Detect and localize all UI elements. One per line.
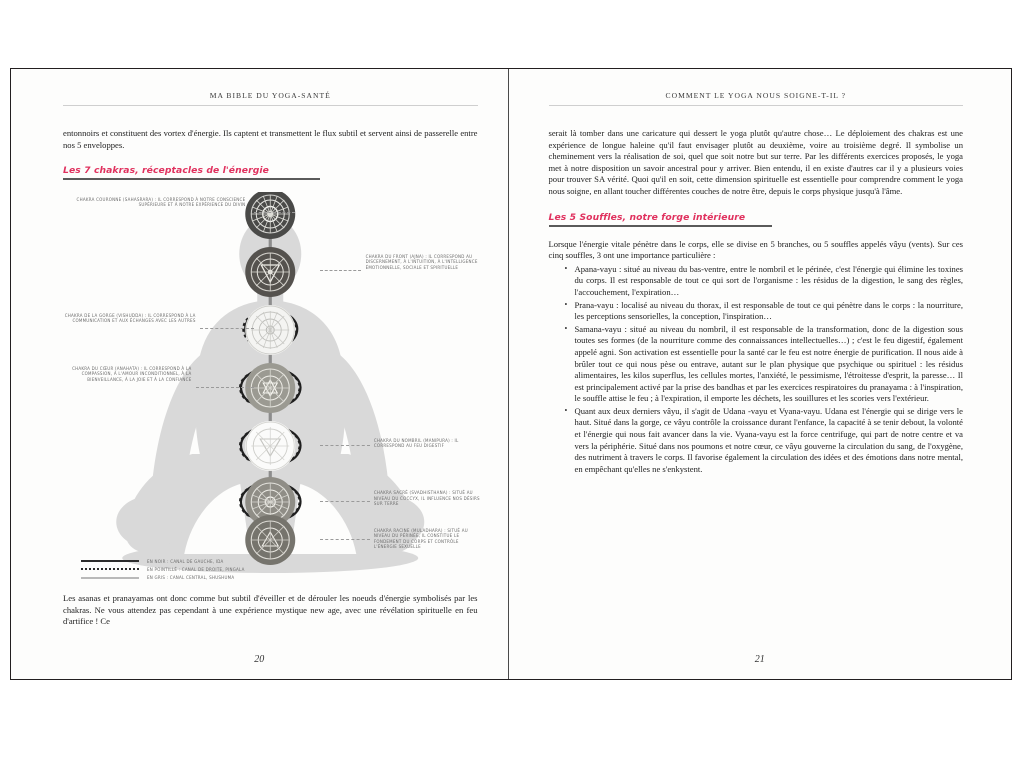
chakra-label-heart: CHAKRA DU CŒUR (ANAHATA) : IL CORRESPOND À LA COMPASSION, À L'AMOUR INCONDITIONNEL, À LA BIENVEILLANCE, À LA JOIE ET À LA CONFIANCE (72, 365, 192, 382)
legend-row-ida (81, 559, 245, 564)
chakra-label-navel: CHAKRA DU NOMBRIL (MANIPURA) : IL CORRESPOND AU FEU DIGESTIF (373, 437, 459, 449)
chakra-label-sacral: CHAKRA SACRÉ (SVADHISTHANA) : SITUÉ AU NIVEAU DU COCCYX, IL INFLUENCE NOS DÉSIRS SUR TERRE (373, 490, 480, 507)
leader-sacral (320, 501, 370, 503)
legend-row-pingala (81, 567, 245, 572)
left-folio: 20 (254, 654, 265, 665)
legend-swatch-grey (81, 577, 139, 579)
legend-label-ida: EN NOIR : CANAL DE GAUCHE, IDA (147, 558, 224, 564)
leader-heart (196, 387, 254, 389)
leader-throat (200, 328, 254, 330)
left-intro-paragraph: entonnoirs et constituent des vortex d'énergie. Ils captent et transmettent le flux subtil et servent ainsi de passerelle entre nos 5 enveloppes. (63, 128, 478, 150)
left-heading-rule (63, 178, 320, 180)
left-section-heading: Les 7 chakras, réceptacles de l'énergie (63, 165, 269, 177)
right-page (509, 69, 1012, 679)
left-page (11, 69, 508, 679)
leader-third-eye (320, 270, 361, 272)
leader-crown (254, 212, 295, 214)
legend-label-pingala: EN POINTILLÉ : CANAL DE DROITE, PINGALA (147, 566, 245, 572)
legend-swatch-solid-black (81, 560, 139, 562)
list-item: • Samana-vayu : situé au niveau du nombril, il est responsable de la transformation, donc de la digestion sous toutes ses formes (de la nourriture comme des connaissances intellectuelles…) ; c'est le feu digestif, également appelé agni. Son activation est essentielle pour la santé car le feu est notre énergie de purification. Il nous aide à brûler tout ce qui nous pèse ou entrave, autant sur le plan physique que psychique ou spirituel : les résidus alimentaires, les kilos superflus, les cellules mortes, l'anxiété, le pessimisme, l'étroitesse d'esprit, la paresse… Il est principalement activé par la prise des bandhas et par les exercices respiratoires du pranayama : à l'inspiration, le souffle attise le feu ; à l'expiration, il emporte les déchets, les souillures et les scories vers l'extérieur. (565, 324, 964, 405)
book-spread (10, 68, 1012, 680)
chakra-label-third-eye: CHAKRA DU FRONT (AJNA) : IL CORRESPOND AU DISCERNEMENT, À L'INTUITION, À L'INTELLIGENCE ÉMOTIONNELLE, SOCIALE ET SPIRITUELLE (365, 253, 478, 270)
chakra-disc-third-eye (245, 247, 295, 297)
leader-root (320, 539, 370, 541)
vayu-list (549, 264, 964, 476)
list-item: • Apana-vayu : situé au niveau du bas-ventre, entre le nombril et le périnée, c'est l'énergie qui élimine les toxines du corps. Il est responsable de tout ce qui sort de l'organisme : les résidus de la digestion, le sang des règles, l'accouchement, l'expiration… (565, 264, 964, 299)
legend-row-shushumna (81, 575, 245, 580)
list-item: • Quant aux deux derniers vâyu, il s'agit de Udana -vayu et Vyana-vayu. Udana est l'énergie qui se dirige vers le haut. Situé dans la gorge, ce vâyu contrôle la croissance durant l'enfance, la capacité à se tenir debout, la volonté et l'énergie qui nous fait avancer dans la vie. Vyana-vayu est la force centrifuge, qui part de notre centre et va vers la périphérie. Situé dans nos poumons et notre cœur, ce vâyu gouverne la circulation du sang, de l'oxygène, des nutriment à travers le corps. Il favorise également la circulation des idées et des émotions dans notre mental, en empêchant qu'elles ne s'enkystent. (565, 406, 964, 476)
right-paragraph-2: Lorsque l'énergie vitale pénètre dans le corps, elle se divise en 5 branches, ou 5 souffles appelés vâyu (vents). Sur ces cinq souffles, 3 ont une importance particulière : (548, 238, 963, 261)
legend-label-shushumna: EN GRIS : CANAL CENTRAL, SHUSHUMA (147, 575, 235, 580)
list-item: • Prana-vayu : localisé au niveau du thorax, il est responsable de tout ce qui pénètre dans le corps : la nourriture, les perceptions sensorielles, la conception, l'inspiration… (565, 300, 964, 323)
chakra-disc-root (245, 515, 295, 565)
right-heading-rule (549, 225, 773, 227)
legend-swatch-dotted (81, 568, 139, 570)
leader-navel (320, 445, 370, 447)
right-running-head: COMMENT LE YOGA NOUS SOIGNE-T-IL ? (665, 91, 846, 100)
right-section-heading: Les 5 Souffles, notre forge intérieure (548, 211, 746, 223)
chakra-label-crown: CHAKRA COURONNE (SAHASRARA) : IL CORRESPOND À NOTRE CONSCIENCE SUPÉRIEURE ET À NOTRE EXPÉRIENCE DU DIVIN (76, 196, 246, 208)
chakra-label-root: CHAKRA RACINE (MULADHARA) : SITUÉ AU NIVEAU DU PÉRINÉE, IL CONSTITUE LE FONDEMENT DU CORPS ET CONTRÔLE L'ÉNERGIE SEXUELLE (373, 527, 468, 550)
left-header-rule (63, 105, 478, 106)
chakra-label-throat: CHAKRA DE LA GORGE (VISHUDDA) : IL CORRESPOND À LA COMMUNICATION ET AUX ÉCHANGES AVEC LES AUTRES (64, 312, 196, 324)
channel-legend (81, 559, 245, 584)
left-running-head: MA BIBLE DU YOGA-SANTÉ (209, 91, 331, 100)
right-header-rule (549, 105, 964, 106)
left-closing-paragraph: Les asanas et pranayamas ont donc comme but subtil d'éveiller et de dérouler les noeuds d'énergie symbolisés par les chakras. Ne vous attendez pas cependant à une expérience mystique new age, avec une révélation spirituelle en feu d'artifice ! Ce (63, 593, 478, 627)
chakra-figure (63, 192, 478, 587)
right-paragraph-1: serait là tomber dans une caricature qui dessert le yoga plutôt qu'autre chose… Le déploiement des chakras est une expérience de longue haleine qu'il faut envisager plutôt au deuxième, voire au troisième degré. Il symbolise un cheminement vers la réalisation de soi, quel que soit notre but sur terre. Par les différents exercices proposés, le yoga met à notre disposition un savoir ancestral pour y arriver. Bien entendu, il en existe d'autres car il y a plusieurs voies pour trouver SA vérité. Quoi qu'il en soit, cette dimension spirituelle est essentielle pour comprendre comment le yoga nous soigne, en allant toucher différentes couches de notre être, depuis le corps physique jusqu'à l'âme. (548, 128, 963, 196)
chakra-disc-navel (245, 421, 295, 471)
right-folio: 21 (754, 654, 765, 665)
